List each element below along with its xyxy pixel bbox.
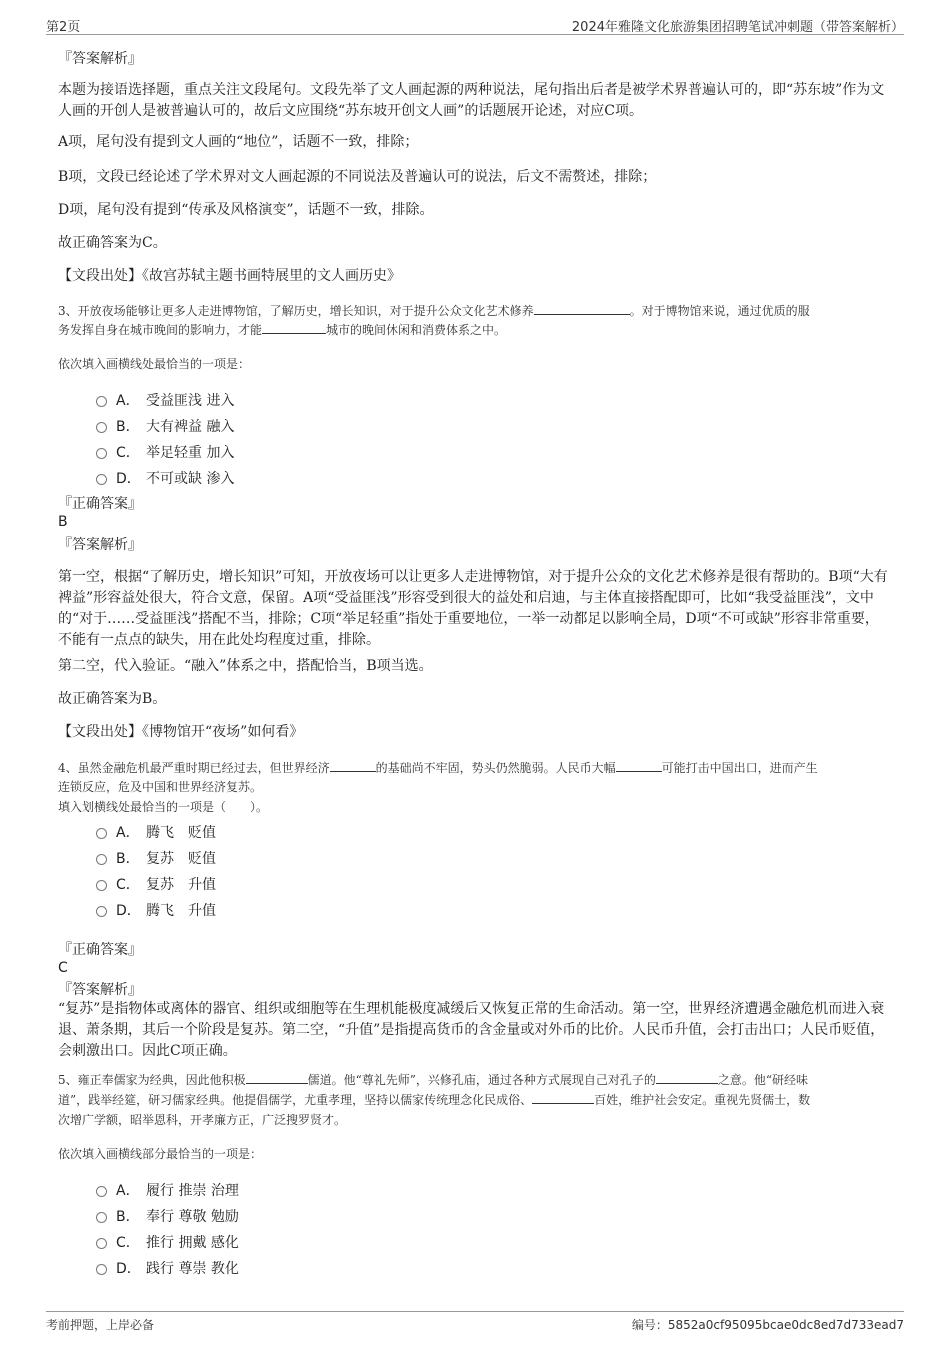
q2-analysis-label: 『答案解析』 xyxy=(58,51,142,67)
radio-icon[interactable] xyxy=(96,448,107,459)
blank-3 xyxy=(532,1091,594,1104)
q3-analysis-label: 『答案解析』 xyxy=(58,537,142,553)
q3-option-d[interactable]: D． 不可或缺 渗入 xyxy=(96,468,234,488)
q4-analysis-label: 『答案解析』 xyxy=(58,982,142,998)
q5-stem-line1: 5、雍正奉儒家为经典，因此他积极 儒道。他“尊礼先师”，兴修孔庙，通过各种方式展现自己对孔子的 之意。他“研经味 xyxy=(58,1073,809,1087)
q5-prompt: 依次填入画横线部分最恰当的一项是： xyxy=(58,1147,263,1161)
blank-1 xyxy=(330,759,376,772)
q4-option-d[interactable]: D． 腾飞 升值 xyxy=(96,900,216,920)
radio-icon[interactable] xyxy=(96,396,107,407)
q2-conclusion: 故正确答案为C。 xyxy=(58,235,167,251)
q2-analysis-d: D项，尾句没有提到“传承及风格演变”，话题不一致，排除。 xyxy=(58,202,434,218)
blank-2 xyxy=(656,1071,718,1084)
radio-icon[interactable] xyxy=(96,1264,107,1275)
blank-2 xyxy=(262,321,326,334)
q5-option-d[interactable]: D． 践行 尊崇 教化 xyxy=(96,1258,239,1278)
q4-option-a[interactable]: A． 腾飞 贬值 xyxy=(96,822,216,842)
q5-option-b[interactable]: B． 奉行 尊敬 勉励 xyxy=(96,1206,239,1226)
q2-analysis-b: B项，文段已经论述了学术界对文人画起源的不同说法及普遍认可的说法，后文不需赘述，排除； xyxy=(58,169,657,185)
q4-prompt: 填入划横线处最恰当的一项是（ ）。 xyxy=(58,800,269,814)
q3-answer: B xyxy=(58,514,68,530)
q3-option-b[interactable]: B． 大有裨益 融入 xyxy=(96,416,234,436)
page-footer xyxy=(46,1311,904,1334)
radio-icon[interactable] xyxy=(96,1238,107,1249)
q3-analysis-p1: 第一空，根据“了解历史，增长知识”可知，开放夜场可以让更多人走进博物馆，对于提升公众的文化艺术修养是很有帮助的。B项“大有裨益”形容益处很大，符合文意，保留。A项“受益匪浅”形容受到很大的益处和启迪，与主体直接搭配即可，比如“我受益匪浅”，文中的“对于……受益匪浅”搭配不当，排除；C项“举足轻重”指处于重要地位，一举一动都足以影响全局，D项“不可或缺”形容非常重要，不能有一点点的缺失，用在此处均程度过重，排除。 xyxy=(58,569,888,648)
q4-analysis-p1: “复苏”是指物体或离体的器官、组织或细胞等在生理机能极度减缓后又恢复正常的生命活动。第一空，世界经济遭遇金融危机而进入衰退、萧条期，其后一个阶段是复苏。第二空，“升值”是指提高货币的含金量或对外币的比价。人民币升值，会打击出口；人民币贬值，会刺激出口。因此C项正确。 xyxy=(58,1001,885,1059)
q3-stem-line1: 3、开放夜场能够让更多人走进博物馆，了解历史，增长知识，对于提升公众文化艺术修养 。对于博物馆来说，通过优质的服 xyxy=(58,304,810,318)
q3-option-c[interactable]: C． 举足轻重 加入 xyxy=(96,442,234,462)
q4-answer: C xyxy=(58,960,68,976)
q2-analysis-a: A项，尾句没有提到文人画的“地位”，话题不一致，排除； xyxy=(58,134,419,150)
q4-stem-line2: 连锁反应，危及中国和世界经济复苏。 xyxy=(58,780,263,794)
page-number: 第2页 xyxy=(46,20,81,35)
q3-source: 【文段出处】《博物馆开“夜场”如何看》 xyxy=(58,724,304,740)
q2-analysis-p1: 本题为接语选择题，重点关注文段尾句。文段先举了文人画起源的两种说法，尾句指出后者是被学术界普遍认可的，即“苏东坡”作为文人画的开创人是被普遍认可的，故后文应围绕“苏东坡开创文人画”的话题展开论述，对应C项。 xyxy=(58,82,885,119)
q3-stem-line2: 务发挥自身在城市晚间的影响力，才能 城市的晚间休闲和消费体系之中。 xyxy=(58,323,507,337)
q3-conclusion: 故正确答案为B。 xyxy=(58,691,167,707)
radio-icon[interactable] xyxy=(96,854,107,865)
q5-option-a[interactable]: A． 履行 推崇 治理 xyxy=(96,1180,239,1200)
radio-icon[interactable] xyxy=(96,1186,107,1197)
page-header xyxy=(46,14,904,35)
blank-2 xyxy=(616,759,662,772)
radio-icon[interactable] xyxy=(96,880,107,891)
document-title: 2024年雅隆文化旅游集团招聘笔试冲刺题（带答案解析） xyxy=(571,20,904,35)
radio-icon[interactable] xyxy=(96,1212,107,1223)
footer-serial: 编号：5852a0cf95095bcae0dc8ed7d733ead7 xyxy=(631,1318,904,1332)
q3-option-a[interactable]: A． 受益匪浅 进入 xyxy=(96,390,234,410)
q5-option-c[interactable]: C． 推行 拥戴 感化 xyxy=(96,1232,239,1252)
q3-analysis-p2: 第二空，代入验证。“融入”体系之中，搭配恰当，B项当选。 xyxy=(58,658,433,674)
q3-answer-label: 『正确答案』 xyxy=(58,496,142,512)
q4-option-b[interactable]: B． 复苏 贬值 xyxy=(96,848,216,868)
radio-icon[interactable] xyxy=(96,474,107,485)
radio-icon[interactable] xyxy=(96,422,107,433)
radio-icon[interactable] xyxy=(96,906,107,917)
q3-prompt: 依次填入画横线处最恰当的一项是： xyxy=(58,357,251,371)
radio-icon[interactable] xyxy=(96,828,107,839)
q2-source: 【文段出处】《故宫苏轼主题书画特展里的文人画历史》 xyxy=(58,268,401,284)
blank-1 xyxy=(246,1071,308,1084)
blank-1 xyxy=(534,302,630,315)
footer-slogan: 考前押题，上岸必备 xyxy=(46,1318,155,1332)
q4-stem-line1: 4、虽然金融危机最严重时期已经过去，但世界经济 的基础尚不牢固，势头仍然脆弱。人民币大幅 可能打击中国出口，进而产生 xyxy=(58,761,818,775)
q5-stem-line3: 次增广学额，昭举恩科，开孝廉方正，广泛搜罗贤才。 xyxy=(58,1113,347,1127)
q5-stem-line2: 道”，践举经筵，研习儒家经典。他提倡儒学，尤重孝理，坚持以儒家传统理念化民成俗、 百姓，维护社会安定。重视先贤儒士，数 xyxy=(58,1093,811,1107)
q4-option-c[interactable]: C． 复苏 升值 xyxy=(96,874,216,894)
q4-answer-label: 『正确答案』 xyxy=(58,942,142,958)
